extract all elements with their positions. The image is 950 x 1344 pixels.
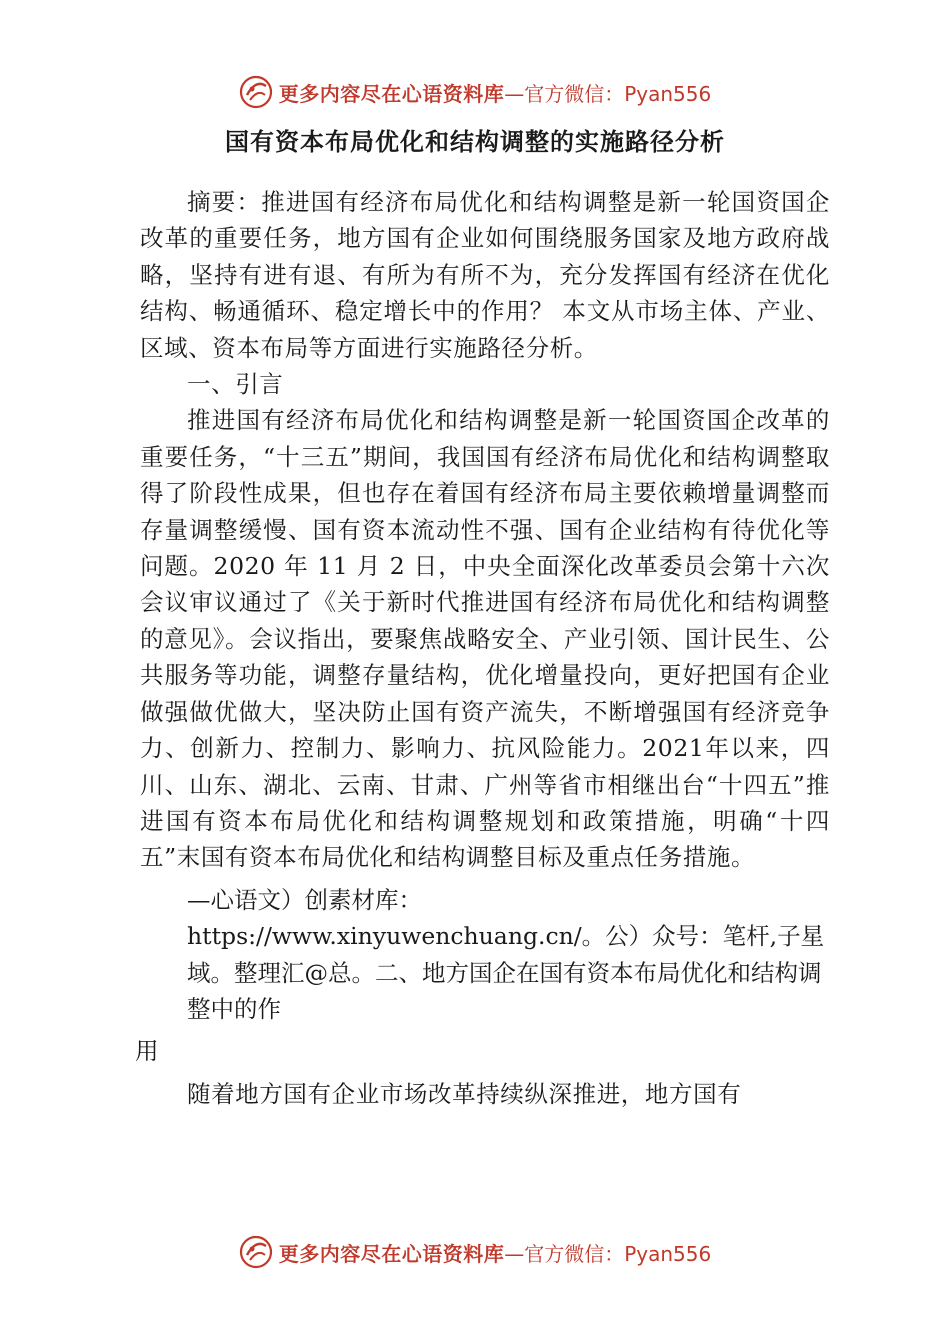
section-heading: 一、引言 <box>187 370 284 399</box>
orphan-character: 用 <box>135 1037 160 1066</box>
banner-main-text: 更多内容尽在心语资料库 <box>278 81 505 106</box>
page-title: 国有资本布局优化和结构调整的实施路径分析 <box>225 128 725 156</box>
intro-paragraph: 推进国有经济布局优化和结构调整是新一轮国资国企改革的重要任务，“十三五”期间，我国国有经济布局优化和结构调整取得了阶段性成果，但也存在着国有经济布局主要依赖增量调整而存量调整缓慢、国有资本流动性不强、国有企业结构有待优化等问题。2020 年 11 月 2 日，中央全面深化改革委员会第十六次会议审议通过了《关于新时代推进国有经济布局优化和结构调整的意见》。会议指出，要聚焦战略安全、产业引领、国计民生、公共服务等功能，调整存量结构，优化增量投向，更好把国有企业做强做优做大，坚决防止国有资产流失，不断增强国有经济竞争力、创新力、控制力、影响力、抗风险能力。2021年以来，四川、山东、湖北、云南、甘肃、广州等省市相继出台“十四五”推进国有资本布局优化和结构调整规划和政策措施，明确“十四五”末国有资本布局优化和结构调整目标及重点任务措施。 <box>140 406 830 872</box>
brand-logo-icon <box>239 75 273 109</box>
abstract-paragraph: 摘要：推进国有经济布局优化和结构调整是新一轮国资国企改革的重要任务，地方国有企业如何围绕服务国家及地方政府战略，坚持有进有退、有所为有所不为，充分发挥国有经济在优化结构、畅通循环、稳定增长中的作用？ 本文从市场主体、产业、区域、资本布局等方面进行实施路径分析。 <box>140 188 830 362</box>
banner-sub-text: —官方微信：Pyan556 <box>504 1241 712 1266</box>
document-body <box>135 184 830 1112</box>
section2-paragraph: 随着地方国有企业市场改革持续纵深推进，地方国有 <box>187 1079 742 1108</box>
watermark-line: —心语文）创素材库：https://www.xinyuwenchuang.cn/。公）众号：笔杆,子星域。整理汇@总。二、地方国企在国有资本布局优化和结构调整中的作 <box>187 885 825 1023</box>
header-banner <box>0 72 950 112</box>
footer-banner <box>0 1232 950 1272</box>
banner-sub-text: —官方微信：Pyan556 <box>504 81 712 106</box>
banner-main-text: 更多内容尽在心语资料库 <box>278 1241 505 1266</box>
brand-logo-icon <box>239 1235 273 1269</box>
